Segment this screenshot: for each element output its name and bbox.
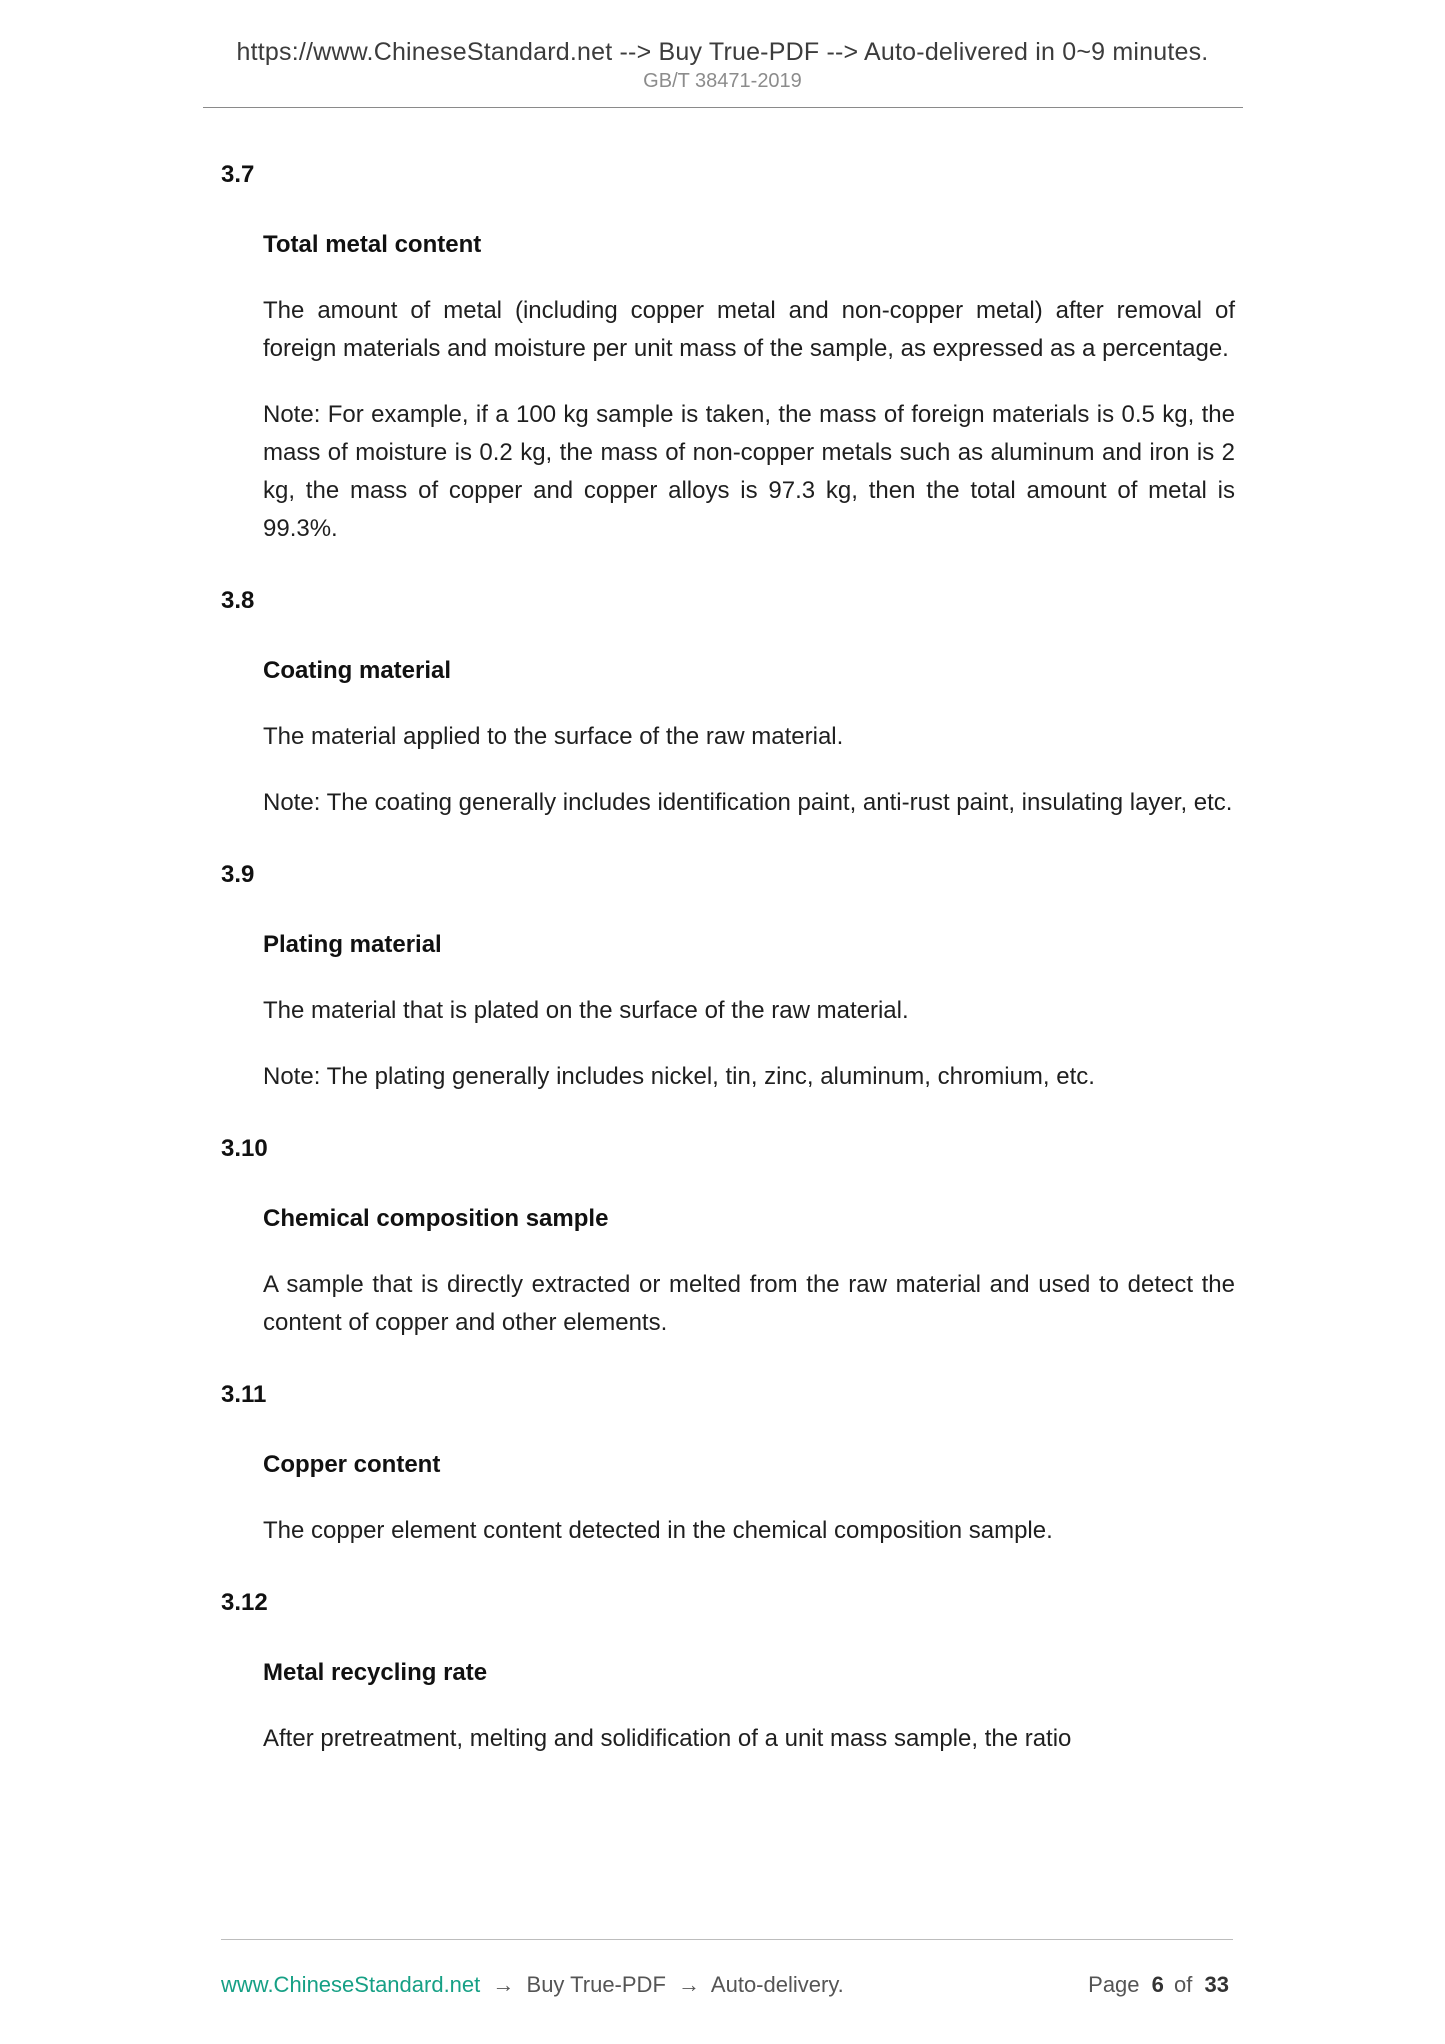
section-title: Metal recycling rate — [263, 1659, 488, 1686]
section-number: 3.11 — [221, 1381, 267, 1408]
page-total: 33 — [1204, 1972, 1229, 1997]
page-indicator — [1088, 1972, 1233, 1998]
section-number: 3.9 — [221, 861, 255, 888]
document-body — [0, 108, 1445, 1758]
section-3-12 — [221, 1584, 1235, 1758]
right-arrow-icon: → — [678, 1972, 701, 1997]
paragraph: The copper element content detected in the chemical composition sample. — [263, 1517, 1053, 1544]
section-3-9 — [221, 856, 1235, 1096]
header-promo-text: https://www.ChineseStandard.net --> Buy True-PDF --> Auto-delivered in 0~9 minutes. — [236, 38, 1209, 66]
section-3-10 — [221, 1130, 1235, 1342]
section-title: Coating material — [263, 657, 452, 684]
paragraph: The material applied to the surface of the raw material. — [263, 723, 844, 750]
section-number: 3.7 — [221, 161, 255, 188]
page-label: Page — [1088, 1972, 1140, 1997]
page-footer — [221, 1939, 1233, 1998]
footer-row — [221, 1972, 1233, 1998]
section-number: 3.8 — [221, 587, 255, 614]
section-title: Chemical composition sample — [263, 1205, 609, 1232]
of-label: of — [1174, 1972, 1193, 1997]
paragraph-note: Note: For example, if a 100 kg sample is taken, the mass of foreign materials is 0.5 kg, the mass of moisture is 0.2 kg, the mass of non-copper metals such as aluminum and iron is 2 kg, the mass of copper and copper alloys is 97.3 kg, then the total amount of metal is 99.3%. — [263, 401, 1235, 542]
footer-divider — [221, 1939, 1233, 1940]
paragraph-note: Note: The coating generally includes identification paint, anti-rust paint, insulating layer, etc. — [263, 789, 1233, 816]
section-number: 3.10 — [221, 1135, 268, 1162]
section-3-11 — [221, 1376, 1235, 1550]
section-3-8 — [221, 582, 1235, 822]
section-number: 3.12 — [221, 1589, 268, 1616]
section-3-7 — [221, 156, 1235, 548]
paragraph: The amount of metal (including copper metal and non-copper metal) after removal of foreign materials and moisture per unit mass of the sample, as expressed as a percentage. — [263, 297, 1235, 362]
footer-buy-text: Buy True-PDF — [526, 1972, 666, 1997]
paragraph: A sample that is directly extracted or melted from the raw material and used to detect the content of copper and other elements. — [263, 1271, 1235, 1336]
paragraph: After pretreatment, melting and solidification of a unit mass sample, the ratio — [263, 1725, 1072, 1752]
section-title: Total metal content — [263, 231, 482, 258]
paragraph: The material that is plated on the surface of the raw material. — [263, 997, 909, 1024]
section-title: Copper content — [263, 1451, 441, 1478]
footer-site-link[interactable]: www.ChineseStandard.net — [221, 1972, 481, 1997]
section-title: Plating material — [263, 931, 442, 958]
header-doc-number: GB/T 38471-2019 — [643, 70, 802, 92]
right-arrow-icon: → — [492, 1972, 515, 1997]
footer-promo — [221, 1972, 844, 1998]
page-header — [0, 0, 1445, 108]
paragraph-note: Note: The plating generally includes nickel, tin, zinc, aluminum, chromium, etc. — [263, 1063, 1095, 1090]
footer-delivery-text: Auto-delivery. — [710, 1972, 844, 1997]
page-number: 6 — [1151, 1972, 1164, 1997]
